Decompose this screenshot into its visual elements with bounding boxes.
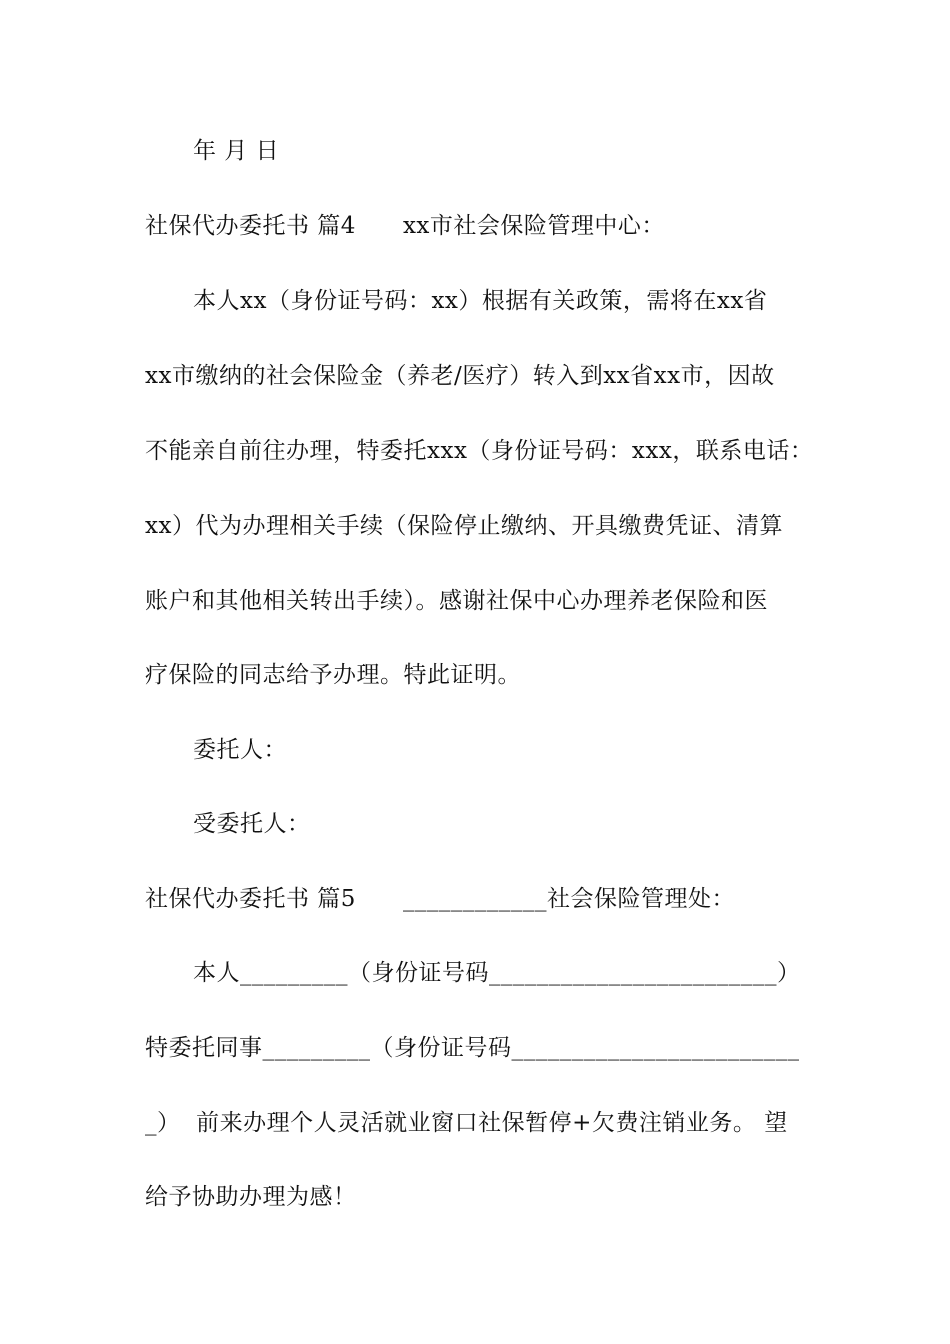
body-paragraph-line: _） 前来办理个人灵活就业窗口社保暂停+欠费注销业务。 望 [145,1110,788,1136]
section-heading-4: 社保代办委托书 篇4 xx市社会保险管理中心： [145,213,665,239]
body-paragraph-line: xx）代为办理相关手续（保险停止缴纳、开具缴费凭证、清算 [145,513,783,539]
body-paragraph-line: 疗保险的同志给予办理。特此证明。 [145,662,521,688]
body-paragraph-line: xx市缴纳的社会保险金（养老/医疗）转入到xx省xx市，因故 [145,363,775,389]
body-paragraph-line: 特委托同事_________（身份证号码________________________ [145,1035,800,1061]
body-paragraph-line: 本人_________（身份证号码________________________） [193,960,801,986]
body-paragraph-line: 本人xx（身份证号码：xx）根据有关政策，需将在xx省 [193,288,768,314]
body-paragraph-line: 账户和其他相关转出手续）。感谢社保中心办理养老保险和医 [145,588,768,614]
body-paragraph-line: 给予协助办理为感！ [145,1184,357,1210]
principal-signature-label: 委托人： [193,737,287,763]
body-paragraph-line: 不能亲自前往办理，特委托xxx（身份证号码：xxx，联系电话： [145,438,814,464]
section-heading-5: 社保代办委托书 篇5 ____________社会保险管理处： [145,886,735,912]
agent-signature-label: 受委托人： [193,811,311,837]
date-line: 年 月 日 [193,138,280,164]
